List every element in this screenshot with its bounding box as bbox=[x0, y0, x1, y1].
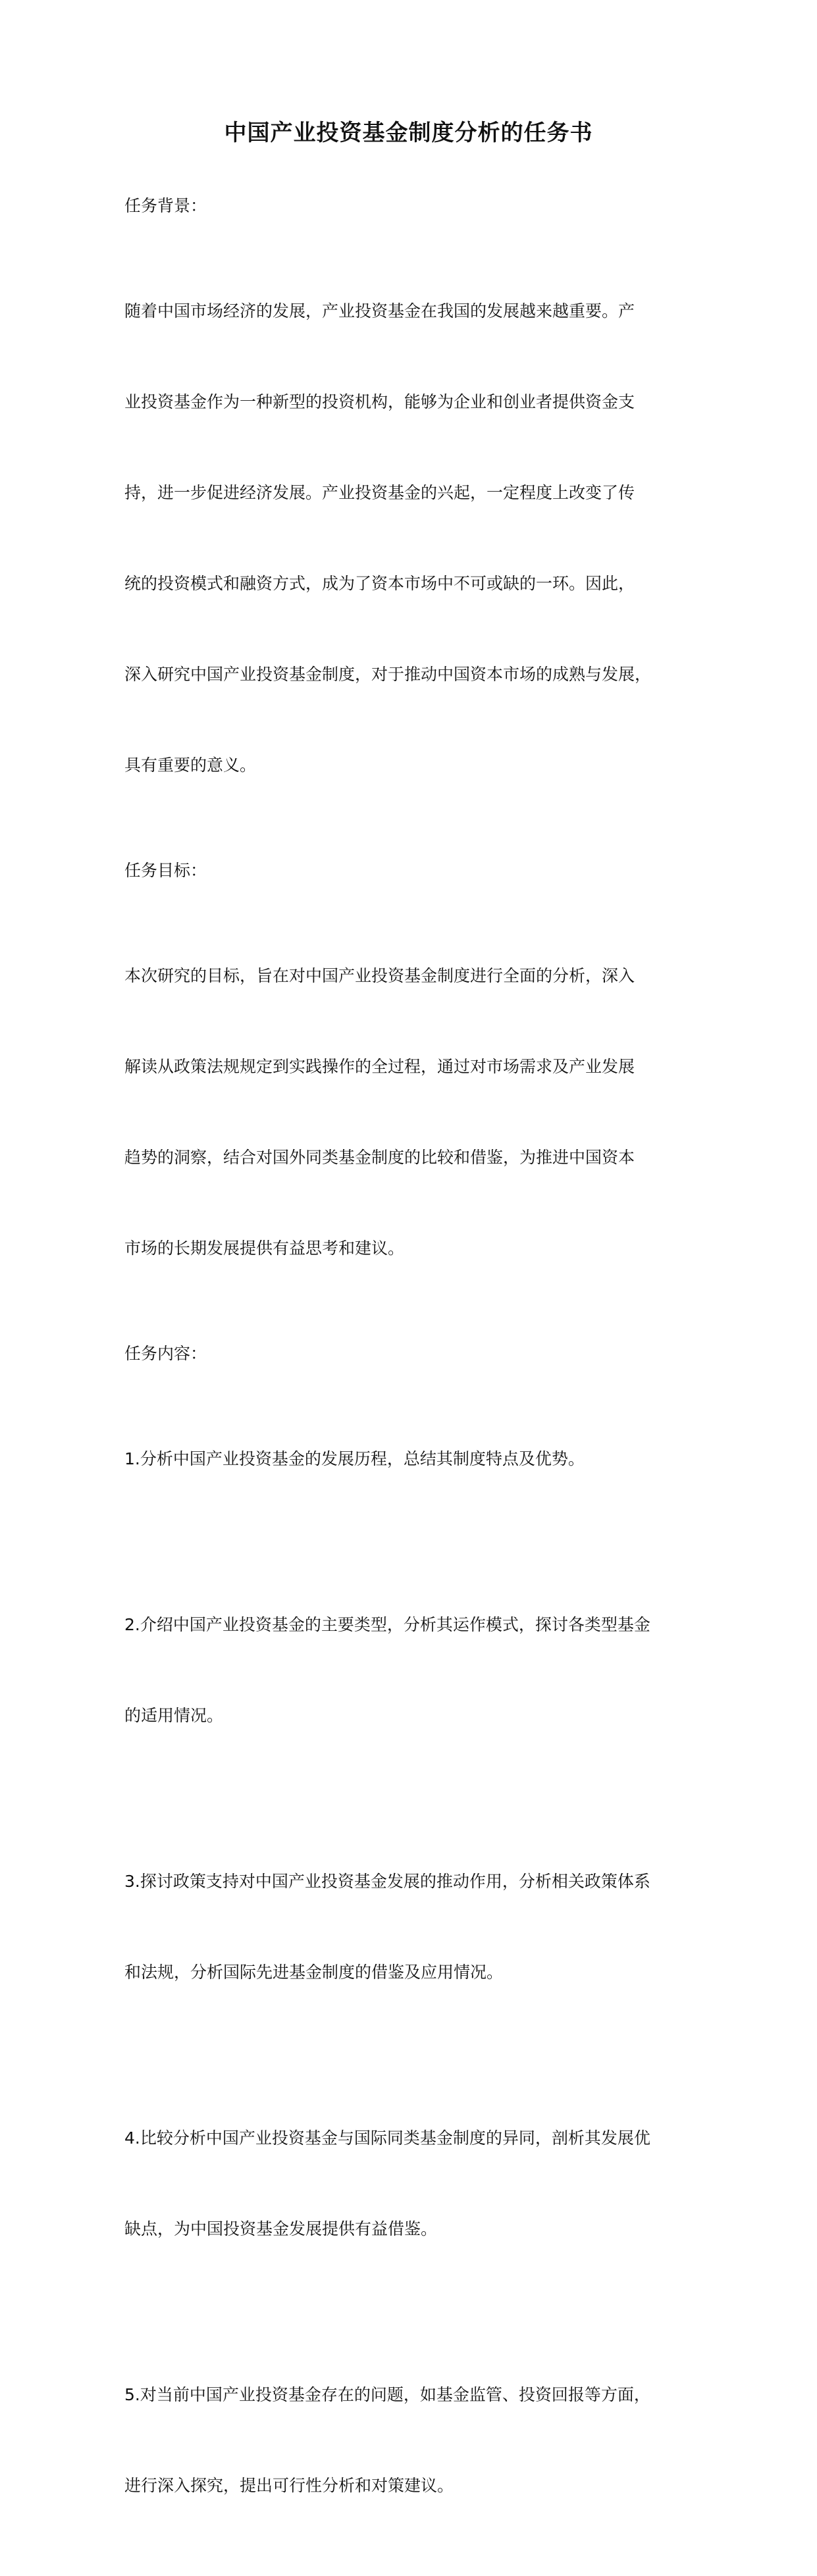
paragraph-line: 具有重要的意义。 bbox=[124, 756, 257, 775]
background-paragraph bbox=[124, 236, 710, 841]
paragraph-line: 随着中国市场经济的发展，产业投资基金在我国的发展越来越重要。产 bbox=[124, 301, 635, 321]
paragraph-line: 深入研究中国产业投资基金制度，对于推动中国资本市场的成熟与发展， bbox=[124, 665, 652, 684]
content-heading: 任务内容： bbox=[124, 1344, 207, 1363]
paragraph-line: 2.介绍中国产业投资基金的主要类型，分析其运作模式，探讨各类型基金 bbox=[124, 1615, 650, 1634]
document-title: 中国产业投资基金制度分析的任务书 bbox=[224, 120, 593, 146]
paragraph-line: 解读从政策法规规定到实践操作的全过程，通过对市场需求及产业发展 bbox=[124, 1057, 635, 1076]
paragraph-line: 的适用情况。 bbox=[124, 1706, 224, 1725]
goal-heading: 任务目标： bbox=[124, 861, 207, 880]
paragraph-line: 3.探讨政策支持对中国产业投资基金发展的推动作用，分析相关政策体系 bbox=[124, 1872, 650, 1891]
content-item-1 bbox=[124, 1383, 710, 1535]
paragraph-line: 统的投资模式和融资方式，成为了资本市场中不可或缺的一环。因此， bbox=[124, 574, 635, 593]
paragraph-line: 业投资基金作为一种新型的投资机构，能够为企业和创业者提供资金支 bbox=[124, 392, 635, 411]
paragraph-line: 和法规，分析国际先进基金制度的借鉴及应用情况。 bbox=[124, 1963, 504, 1982]
paragraph-line: 持，进一步促进经济发展。产业投资基金的兴起，一定程度上改变了传 bbox=[124, 483, 635, 502]
goal-paragraph bbox=[124, 900, 710, 1324]
paragraph-line: 1.分析中国产业投资基金的发展历程，总结其制度特点及优势。 bbox=[124, 1449, 585, 1468]
content-item-4 bbox=[124, 2063, 710, 2305]
content-item-3 bbox=[124, 1806, 710, 2048]
paragraph-line: 进行深入探究，提出可行性分析和对策建议。 bbox=[124, 2476, 454, 2495]
content-item-5 bbox=[124, 2319, 710, 2562]
paragraph-line: 缺点，为中国投资基金发展提供有益借鉴。 bbox=[124, 2219, 438, 2238]
document-body bbox=[124, 191, 710, 2576]
background-heading: 任务背景： bbox=[124, 196, 207, 215]
content-item-2 bbox=[124, 1549, 710, 1791]
paragraph-line: 市场的长期发展提供有益思考和建议。 bbox=[124, 1239, 405, 1258]
paragraph-line: 5.对当前中国产业投资基金存在的问题，如基金监管、投资回报等方面， bbox=[124, 2385, 650, 2404]
paragraph-line: 4.比较分析中国产业投资基金与国际同类基金制度的异同，剖析其发展优 bbox=[124, 2128, 650, 2148]
paragraph-line: 趋势的洞察，结合对国外同类基金制度的比较和借鉴，为推进中国资本 bbox=[124, 1148, 635, 1167]
paragraph-line: 本次研究的目标，旨在对中国产业投资基金制度进行全面的分析，深入 bbox=[124, 966, 635, 985]
